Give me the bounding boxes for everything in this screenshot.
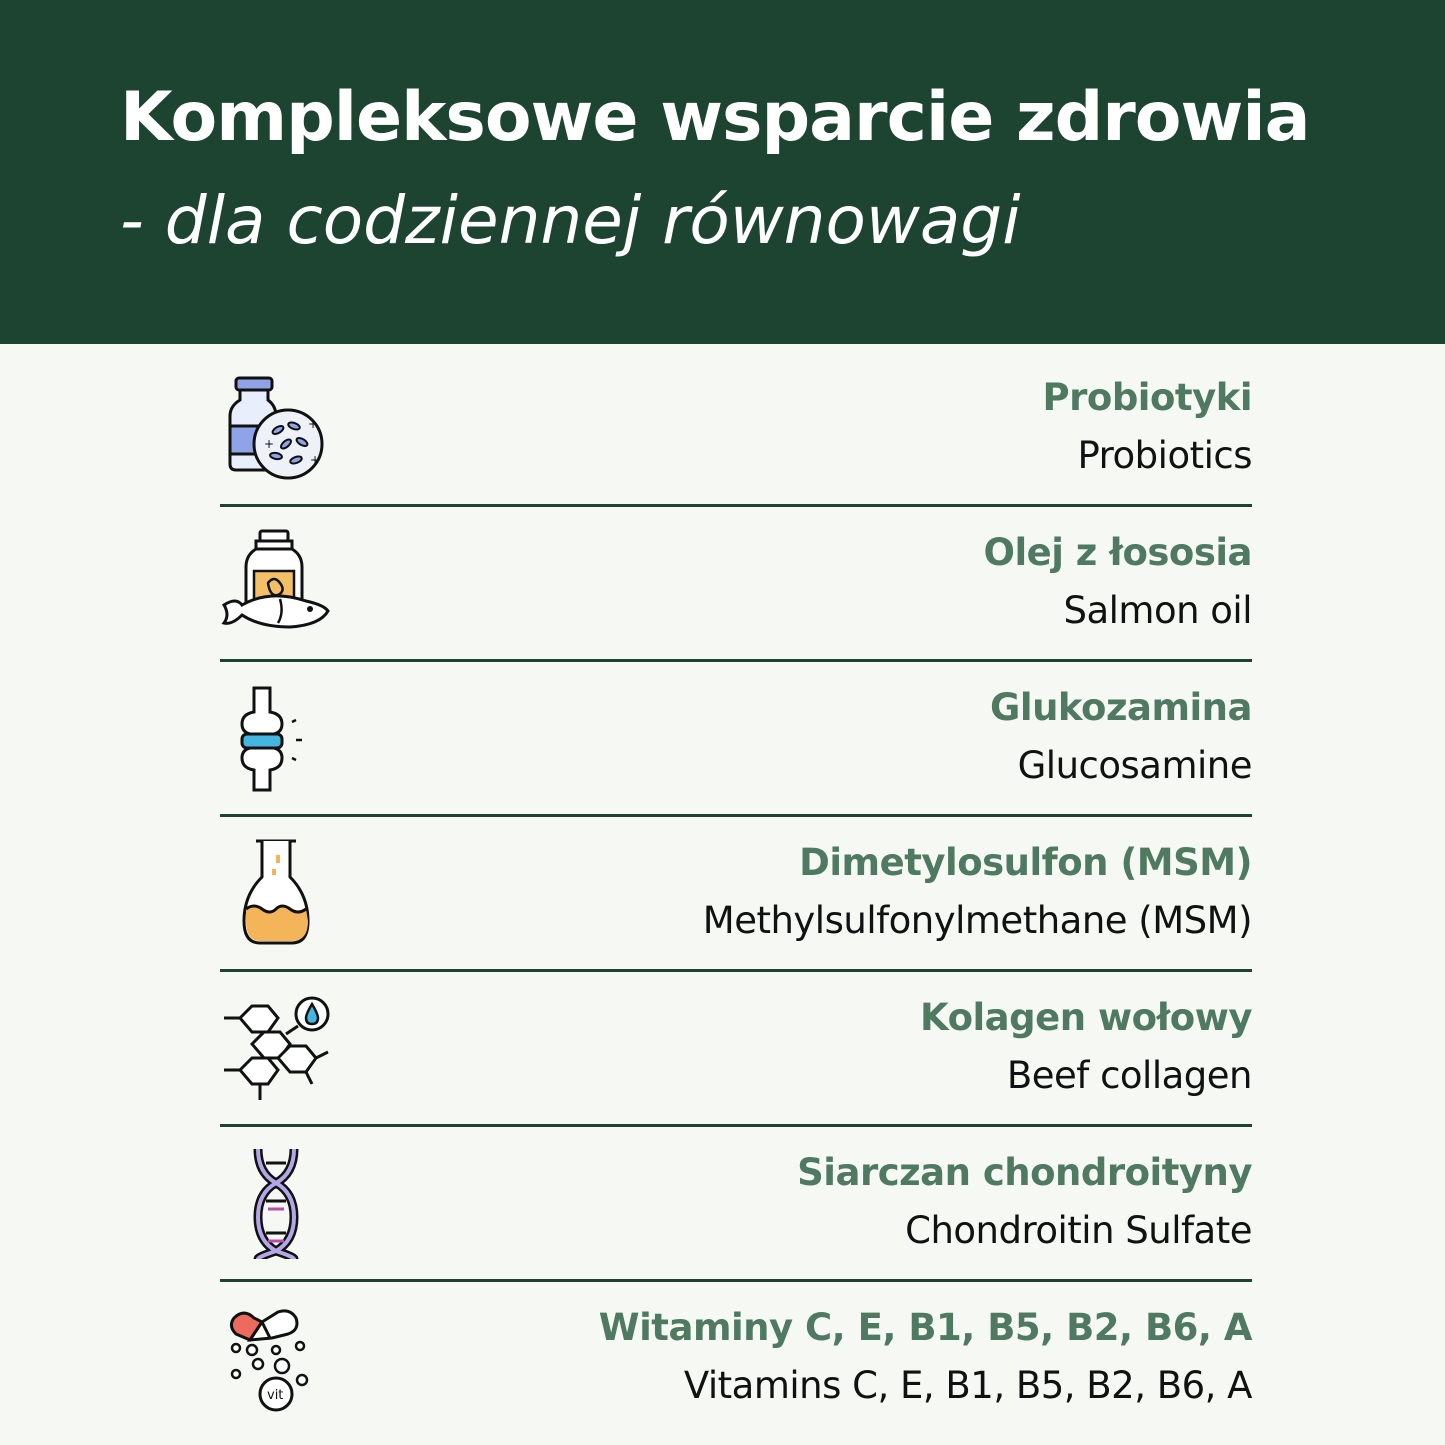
svg-text:+: + [308, 417, 319, 431]
ingredient-row-probiotics [220, 352, 1252, 507]
header-banner [0, 0, 1445, 344]
ingredient-name-pl: Probiotyki [1042, 376, 1252, 419]
dna-icon [220, 1147, 332, 1259]
svg-text:+: + [264, 437, 275, 451]
flask-icon [220, 837, 332, 949]
ingredient-name-pl: Witaminy C, E, B1, B5, B2, B6, A [598, 1306, 1252, 1349]
salmon-oil-icon [220, 527, 332, 639]
ingredient-name-en: Salmon oil [1063, 589, 1252, 632]
page-subtitle: - dla codziennej równowagi [120, 182, 1021, 259]
molecule-icon [220, 992, 332, 1104]
ingredient-name-pl: Olej z łososia [983, 531, 1252, 574]
ingredient-row-vitamins [220, 1282, 1252, 1434]
ingredient-list [220, 352, 1252, 1434]
ingredient-name-pl: Dimetylosulfon (MSM) [799, 841, 1252, 884]
ingredient-name-en: Vitamins C, E, B1, B5, B2, B6, A [683, 1364, 1252, 1407]
ingredient-name-en: Chondroitin Sulfate [905, 1209, 1252, 1252]
ingredient-row-msm [220, 817, 1252, 972]
ingredient-row-chondroitin [220, 1127, 1252, 1282]
ingredient-name-en: Probiotics [1077, 434, 1252, 477]
ingredient-row-beef-collagen [220, 972, 1252, 1127]
ingredient-row-salmon-oil [220, 507, 1252, 662]
vitamin-label: vit [267, 1388, 284, 1403]
ingredient-row-glucosamine [220, 662, 1252, 817]
page-title: Kompleksowe wsparcie zdrowia [120, 78, 1310, 157]
ingredient-name-pl: Kolagen wołowy [920, 996, 1252, 1039]
ingredient-name-en: Methylsulfonylmethane (MSM) [702, 899, 1252, 942]
ingredient-name-pl: Siarczan chondroityny [797, 1151, 1252, 1194]
svg-text:+: + [310, 453, 321, 467]
ingredient-name-en: Glucosamine [1017, 744, 1252, 787]
ingredient-name-pl: Glukozamina [990, 686, 1252, 729]
ingredient-name-en: Beef collagen [1006, 1054, 1252, 1097]
vitamin-capsule-icon [220, 1302, 332, 1414]
joint-icon [220, 682, 332, 794]
probiotic-bottle-icon [220, 372, 332, 484]
